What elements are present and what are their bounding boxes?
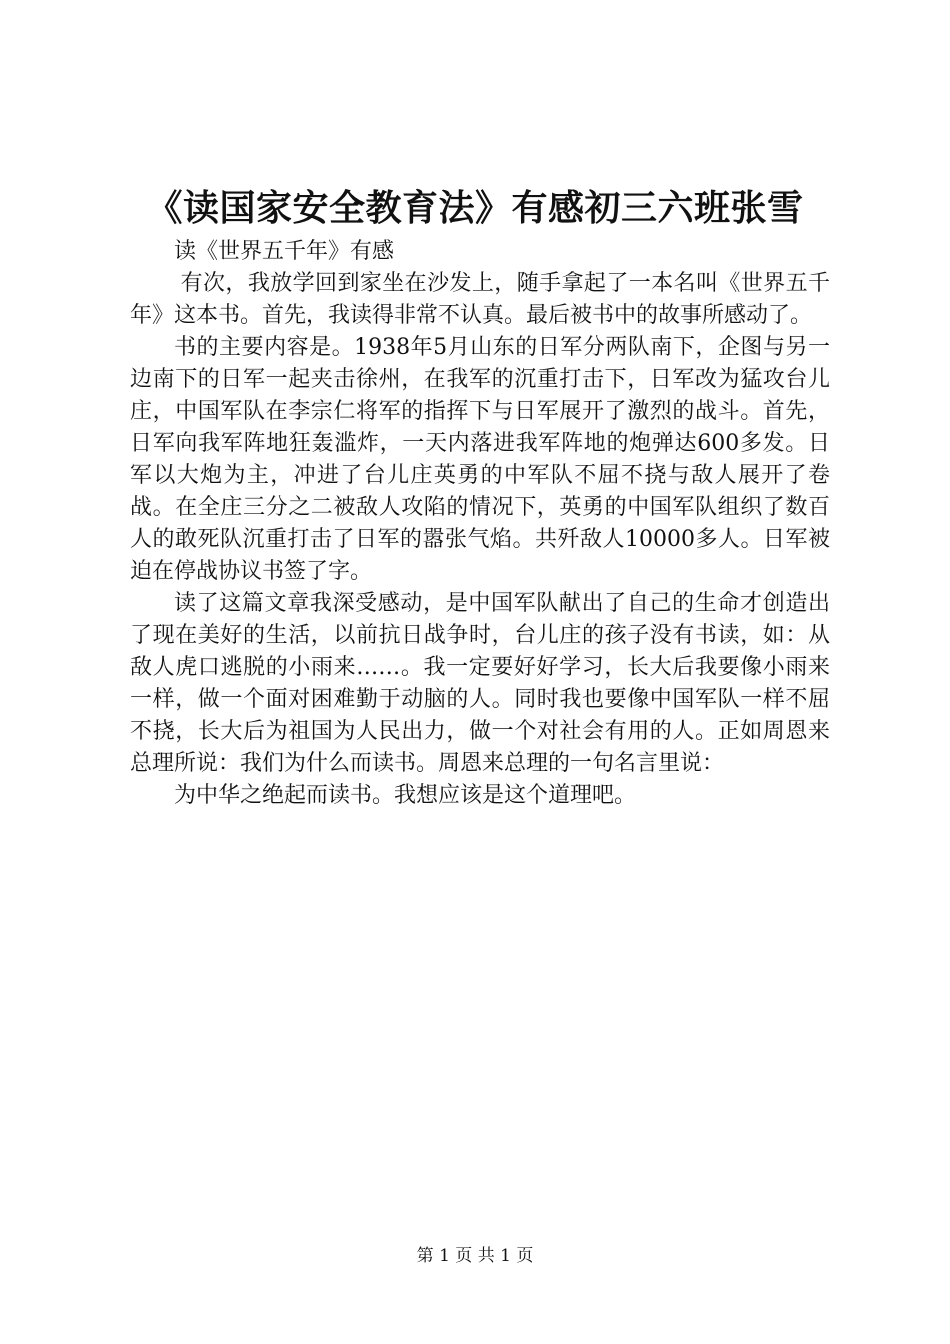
document-body (130, 236, 830, 812)
page-number-footer: 第 1 页 共 1 页 (416, 1246, 534, 1266)
paragraph: 书的主要内容是。1938年5月山东的日军分两队南下，企图与另一边南下的日军一起夹击徐州，在我军的沉重打击下，日军改为猛攻台儿庄，中国军队在李宗仁将军的指挥下与日军展开了激烈的战斗。首先，日军向我军阵地狂轰滥炸，一天内落进我军阵地的炮弹达600多发。日军以大炮为主，冲进了台儿庄英勇的中军队不屈不挠与敌人展开了卷战。在全庄三分之二被敌人攻陷的情况下，英勇的中国军队组织了数百人的敢死队沉重打击了日军的嚣张气焰。共歼敌人10000多人。日军被迫在停战协议书签了字。 (130, 335, 830, 584)
paragraph: 有次，我放学回到家坐在沙发上，随手拿起了一本名叫《世界五千年》这本书。首先，我读得非常不认真。最后被书中的故事所感动了。 (130, 271, 830, 328)
paragraph-subtitle: 读《世界五千年》有感 (174, 239, 395, 264)
page-title: 《读国家安全教育法》有感初三六班张雪 (146, 187, 804, 229)
paragraph: 为中华之绝起而读书。我想应该是这个道理吧。 (174, 783, 637, 808)
paragraph: 读了这篇文章我深受感动，是中国军队献出了自己的生命才创造出了现在美好的生活，以前抗日战争时，台儿庄的孩子没有书读，如：从敌人虎口逃脱的小雨来……。我一定要好好学习，长大后我要像小雨来一样，做一个面对困难勤于动脑的人。同时我也要像中国军队一样不屈不挠，长大后为祖国为人民出力，做一个对社会有用的人。正如周恩来总理所说：我们为什么而读书。周恩来总理的一句名言里说： (130, 591, 830, 776)
